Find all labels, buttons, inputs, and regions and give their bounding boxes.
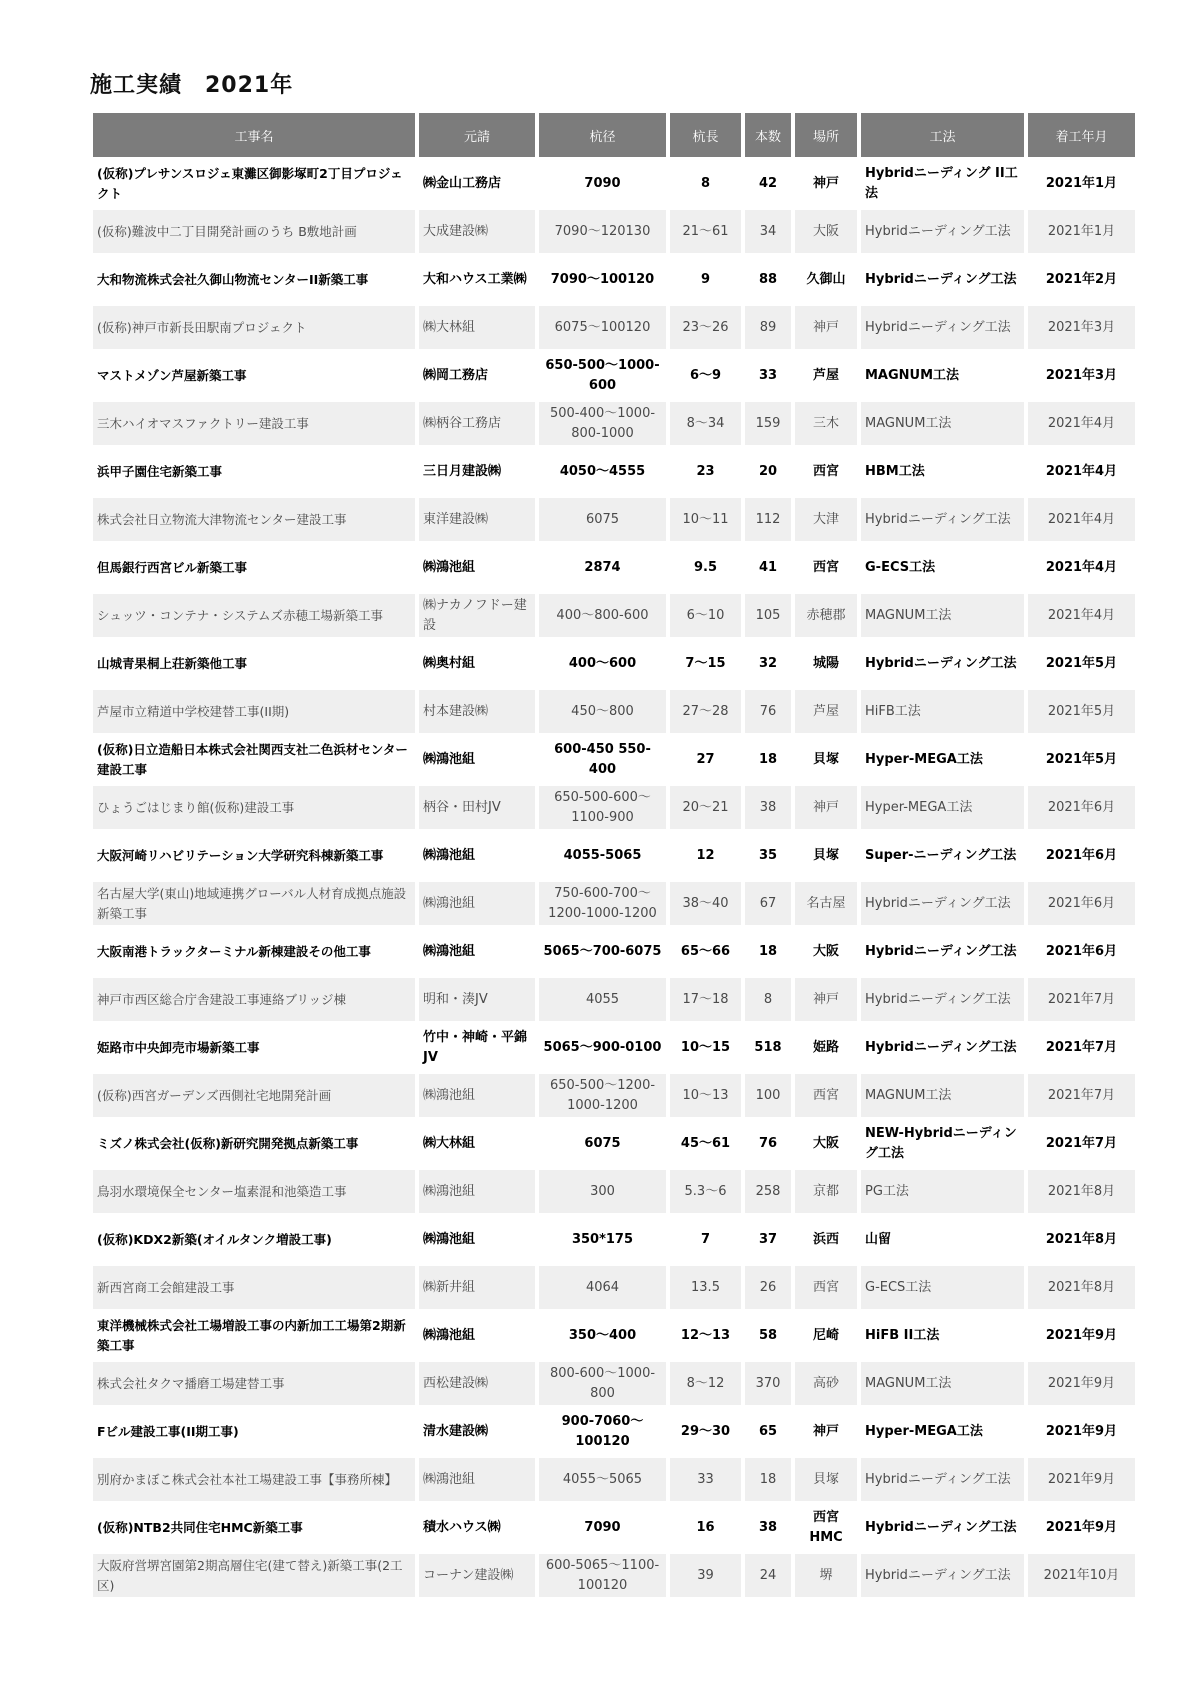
contractor-cell: ㈱ナカノフドー建設 bbox=[419, 594, 535, 637]
method-cell: Hyper-MEGA工法 bbox=[861, 738, 1024, 781]
construction-records-table bbox=[89, 108, 1139, 1602]
project-name-cell: シュッツ・コンテナ・システムズ赤穂工場新築工事 bbox=[93, 594, 415, 637]
location-cell: 大津 bbox=[795, 498, 857, 541]
start-date-cell: 2021年6月 bbox=[1028, 882, 1135, 925]
location-cell: 尼崎 bbox=[795, 1314, 857, 1357]
contractor-cell: 柄谷・田村JV bbox=[419, 786, 535, 829]
contractor-cell: ㈱鴻池組 bbox=[419, 1218, 535, 1261]
method-cell: NEW-Hybridニーディング工法 bbox=[861, 1122, 1024, 1165]
method-cell: Hybridニーディング工法 bbox=[861, 210, 1024, 253]
location-cell: 高砂 bbox=[795, 1362, 857, 1405]
pile-count-cell: 18 bbox=[745, 1458, 791, 1501]
table-row bbox=[93, 162, 1135, 205]
start-date-cell: 2021年6月 bbox=[1028, 834, 1135, 877]
pile-diameter-cell: 6075～100120 bbox=[539, 306, 666, 349]
contractor-cell: 大成建設㈱ bbox=[419, 210, 535, 253]
contractor-cell: ㈱鴻池組 bbox=[419, 834, 535, 877]
table-row bbox=[93, 450, 1135, 493]
start-date-cell: 2021年9月 bbox=[1028, 1410, 1135, 1453]
contractor-cell: ㈱鴻池組 bbox=[419, 882, 535, 925]
start-date-cell: 2021年9月 bbox=[1028, 1314, 1135, 1357]
pile-length-cell: 23 bbox=[670, 450, 741, 493]
location-cell: 西宮 bbox=[795, 450, 857, 493]
start-date-cell: 2021年3月 bbox=[1028, 306, 1135, 349]
pile-length-cell: 12～13 bbox=[670, 1314, 741, 1357]
project-name-cell: マストメゾン芦屋新築工事 bbox=[93, 354, 415, 397]
table-row bbox=[93, 882, 1135, 925]
pile-diameter-cell: 300 bbox=[539, 1170, 666, 1213]
pile-count-cell: 24 bbox=[745, 1554, 791, 1597]
contractor-cell: 明和・湊JV bbox=[419, 978, 535, 1021]
contractor-cell: ㈱柄谷工務店 bbox=[419, 402, 535, 445]
pile-count-cell: 159 bbox=[745, 402, 791, 445]
location-cell: 貝塚 bbox=[795, 738, 857, 781]
pile-count-cell: 42 bbox=[745, 162, 791, 205]
contractor-cell: ㈱岡工務店 bbox=[419, 354, 535, 397]
header-project-name: 工事名 bbox=[93, 113, 415, 157]
start-date-cell: 2021年1月 bbox=[1028, 210, 1135, 253]
project-name-cell: (仮称)神戸市新長田駅南プロジェクト bbox=[93, 306, 415, 349]
start-date-cell: 2021年1月 bbox=[1028, 162, 1135, 205]
location-cell: 三木 bbox=[795, 402, 857, 445]
pile-length-cell: 8 bbox=[670, 162, 741, 205]
start-date-cell: 2021年9月 bbox=[1028, 1506, 1135, 1549]
pile-length-cell: 33 bbox=[670, 1458, 741, 1501]
pile-count-cell: 38 bbox=[745, 1506, 791, 1549]
table-row bbox=[93, 258, 1135, 301]
page-title: 施工実績 2021年 bbox=[90, 73, 294, 98]
pile-length-cell: 65～66 bbox=[670, 930, 741, 973]
contractor-cell: ㈱大林組 bbox=[419, 306, 535, 349]
contractor-cell: ㈱奥村組 bbox=[419, 642, 535, 685]
pile-diameter-cell: 4050～4555 bbox=[539, 450, 666, 493]
pile-length-cell: 38～40 bbox=[670, 882, 741, 925]
location-cell: 西宮 bbox=[795, 1074, 857, 1117]
pile-diameter-cell: 2874 bbox=[539, 546, 666, 589]
location-cell: 大阪 bbox=[795, 930, 857, 973]
contractor-cell: 三日月建設㈱ bbox=[419, 450, 535, 493]
project-name-cell: (仮称)日立造船日本株式会社関西支社二色浜材センター建設工事 bbox=[93, 738, 415, 781]
location-cell: 芦屋 bbox=[795, 354, 857, 397]
pile-count-cell: 26 bbox=[745, 1266, 791, 1309]
pile-diameter-cell: 350*175 bbox=[539, 1218, 666, 1261]
pile-count-cell: 67 bbox=[745, 882, 791, 925]
project-name-cell: 浜甲子園住宅新築工事 bbox=[93, 450, 415, 493]
table-row bbox=[93, 1122, 1135, 1165]
table-row bbox=[93, 786, 1135, 829]
start-date-cell: 2021年5月 bbox=[1028, 642, 1135, 685]
pile-diameter-cell: 650-500～1000-600 bbox=[539, 354, 666, 397]
project-name-cell: 大阪南港トラックターミナル新棟建設その他工事 bbox=[93, 930, 415, 973]
pile-length-cell: 13.5 bbox=[670, 1266, 741, 1309]
contractor-cell: ㈱鴻池組 bbox=[419, 546, 535, 589]
contractor-cell: ㈱大林組 bbox=[419, 1122, 535, 1165]
pile-count-cell: 76 bbox=[745, 1122, 791, 1165]
table-row bbox=[93, 1410, 1135, 1453]
contractor-cell: ㈱新井組 bbox=[419, 1266, 535, 1309]
table-row bbox=[93, 210, 1135, 253]
method-cell: MAGNUM工法 bbox=[861, 1362, 1024, 1405]
pile-diameter-cell: 600-450 550-400 bbox=[539, 738, 666, 781]
pile-length-cell: 6～9 bbox=[670, 354, 741, 397]
method-cell: Hybridニーディング工法 bbox=[861, 498, 1024, 541]
location-cell: 大阪 bbox=[795, 1122, 857, 1165]
pile-count-cell: 88 bbox=[745, 258, 791, 301]
location-cell: 芦屋 bbox=[795, 690, 857, 733]
project-name-cell: 三木ハイオマスファクトリー建設工事 bbox=[93, 402, 415, 445]
pile-length-cell: 39 bbox=[670, 1554, 741, 1597]
method-cell: Hybridニーディング工法 bbox=[861, 1554, 1024, 1597]
pile-count-cell: 35 bbox=[745, 834, 791, 877]
table-header-row bbox=[93, 113, 1135, 157]
project-name-cell: (仮称)NTB2共同住宅HMC新築工事 bbox=[93, 1506, 415, 1549]
project-name-cell: 東洋機械株式会社工場増設工事の内新加工工場第2期新築工事 bbox=[93, 1314, 415, 1357]
pile-count-cell: 37 bbox=[745, 1218, 791, 1261]
start-date-cell: 2021年7月 bbox=[1028, 1026, 1135, 1069]
project-name-cell: ひょうごはじまり館(仮称)建設工事 bbox=[93, 786, 415, 829]
pile-diameter-cell: 7090～100120 bbox=[539, 258, 666, 301]
start-date-cell: 2021年9月 bbox=[1028, 1362, 1135, 1405]
table-row bbox=[93, 594, 1135, 637]
project-name-cell: 芦屋市立精道中学校建替工事(II期) bbox=[93, 690, 415, 733]
method-cell: Hyper-MEGA工法 bbox=[861, 786, 1024, 829]
table-row bbox=[93, 1074, 1135, 1117]
pile-count-cell: 20 bbox=[745, 450, 791, 493]
location-cell: 姫路 bbox=[795, 1026, 857, 1069]
location-cell: 貝塚 bbox=[795, 834, 857, 877]
method-cell: MAGNUM工法 bbox=[861, 402, 1024, 445]
header-pile-diameter: 杭径 bbox=[539, 113, 666, 157]
start-date-cell: 2021年9月 bbox=[1028, 1458, 1135, 1501]
method-cell: Hybridニーディング工法 bbox=[861, 1458, 1024, 1501]
pile-count-cell: 65 bbox=[745, 1410, 791, 1453]
pile-count-cell: 105 bbox=[745, 594, 791, 637]
method-cell: Hybridニーディング工法 bbox=[861, 642, 1024, 685]
pile-diameter-cell: 400～800-600 bbox=[539, 594, 666, 637]
pile-length-cell: 17～18 bbox=[670, 978, 741, 1021]
method-cell: MAGNUM工法 bbox=[861, 594, 1024, 637]
pile-diameter-cell: 5065～700-6075 bbox=[539, 930, 666, 973]
pile-diameter-cell: 4064 bbox=[539, 1266, 666, 1309]
location-cell: 神戸 bbox=[795, 786, 857, 829]
header-start-date: 着工年月 bbox=[1028, 113, 1135, 157]
method-cell: Hybridニーディング工法 bbox=[861, 882, 1024, 925]
contractor-cell: コーナン建設㈱ bbox=[419, 1554, 535, 1597]
method-cell: G-ECS工法 bbox=[861, 1266, 1024, 1309]
location-cell: 西宮 bbox=[795, 546, 857, 589]
project-name-cell: 大和物流株式会社久御山物流センターII新築工事 bbox=[93, 258, 415, 301]
pile-count-cell: 8 bbox=[745, 978, 791, 1021]
pile-count-cell: 18 bbox=[745, 930, 791, 973]
start-date-cell: 2021年5月 bbox=[1028, 738, 1135, 781]
header-location: 場所 bbox=[795, 113, 857, 157]
pile-count-cell: 100 bbox=[745, 1074, 791, 1117]
location-cell: 西宮HMC bbox=[795, 1506, 857, 1549]
pile-length-cell: 9.5 bbox=[670, 546, 741, 589]
table-row bbox=[93, 738, 1135, 781]
pile-length-cell: 10～15 bbox=[670, 1026, 741, 1069]
pile-diameter-cell: 6075 bbox=[539, 1122, 666, 1165]
pile-diameter-cell: 4055-5065 bbox=[539, 834, 666, 877]
method-cell: Hybridニーディング工法 bbox=[861, 978, 1024, 1021]
contractor-cell: 大和ハウス工業㈱ bbox=[419, 258, 535, 301]
pile-count-cell: 41 bbox=[745, 546, 791, 589]
header-pile-length: 杭長 bbox=[670, 113, 741, 157]
method-cell: HiFB II工法 bbox=[861, 1314, 1024, 1357]
pile-count-cell: 18 bbox=[745, 738, 791, 781]
pile-count-cell: 32 bbox=[745, 642, 791, 685]
contractor-cell: 清水建設㈱ bbox=[419, 1410, 535, 1453]
method-cell: Hybridニーディング II工法 bbox=[861, 162, 1024, 205]
pile-diameter-cell: 650-500～1200-1000-1200 bbox=[539, 1074, 666, 1117]
project-name-cell: 姫路市中央卸売市場新築工事 bbox=[93, 1026, 415, 1069]
method-cell: Hybridニーディング工法 bbox=[861, 1026, 1024, 1069]
table-row bbox=[93, 1362, 1135, 1405]
location-cell: 大阪 bbox=[795, 210, 857, 253]
pile-length-cell: 6～10 bbox=[670, 594, 741, 637]
start-date-cell: 2021年7月 bbox=[1028, 978, 1135, 1021]
method-cell: HBM工法 bbox=[861, 450, 1024, 493]
project-name-cell: 大阪府営堺宮園第2期高層住宅(建て替え)新築工事(2工区) bbox=[93, 1554, 415, 1597]
pile-diameter-cell: 350～400 bbox=[539, 1314, 666, 1357]
contractor-cell: 西松建設㈱ bbox=[419, 1362, 535, 1405]
table-row bbox=[93, 1170, 1135, 1213]
pile-length-cell: 5.3～6 bbox=[670, 1170, 741, 1213]
method-cell: G-ECS工法 bbox=[861, 546, 1024, 589]
pile-length-cell: 7 bbox=[670, 1218, 741, 1261]
start-date-cell: 2021年4月 bbox=[1028, 546, 1135, 589]
method-cell: Hybridニーディング工法 bbox=[861, 306, 1024, 349]
table-row bbox=[93, 1314, 1135, 1357]
table-row bbox=[93, 1554, 1135, 1597]
start-date-cell: 2021年7月 bbox=[1028, 1122, 1135, 1165]
table-row bbox=[93, 930, 1135, 973]
pile-length-cell: 20～21 bbox=[670, 786, 741, 829]
pile-length-cell: 7～15 bbox=[670, 642, 741, 685]
project-name-cell: 株式会社日立物流大津物流センター建設工事 bbox=[93, 498, 415, 541]
table-row bbox=[93, 546, 1135, 589]
location-cell: 神戸 bbox=[795, 162, 857, 205]
pile-count-cell: 518 bbox=[745, 1026, 791, 1069]
pile-count-cell: 38 bbox=[745, 786, 791, 829]
method-cell: MAGNUM工法 bbox=[861, 354, 1024, 397]
header-method: 工法 bbox=[861, 113, 1024, 157]
project-name-cell: (仮称)プレサンスロジェ東灘区御影塚町2丁目プロジェクト bbox=[93, 162, 415, 205]
start-date-cell: 2021年10月 bbox=[1028, 1554, 1135, 1597]
pile-diameter-cell: 7090 bbox=[539, 162, 666, 205]
contractor-cell: ㈱鴻池組 bbox=[419, 1458, 535, 1501]
table-row bbox=[93, 690, 1135, 733]
pile-diameter-cell: 5065～900-0100 bbox=[539, 1026, 666, 1069]
start-date-cell: 2021年2月 bbox=[1028, 258, 1135, 301]
pile-count-cell: 258 bbox=[745, 1170, 791, 1213]
method-cell: HiFB工法 bbox=[861, 690, 1024, 733]
contractor-cell: 竹中・神崎・平錦JV bbox=[419, 1026, 535, 1069]
project-name-cell: 新西宮商工会館建設工事 bbox=[93, 1266, 415, 1309]
project-name-cell: ミズノ株式会社(仮称)新研究開発拠点新築工事 bbox=[93, 1122, 415, 1165]
table-row bbox=[93, 834, 1135, 877]
pile-diameter-cell: 450～800 bbox=[539, 690, 666, 733]
table-row bbox=[93, 1266, 1135, 1309]
location-cell: 神戸 bbox=[795, 306, 857, 349]
project-name-cell: Fビル建設工事(II期工事) bbox=[93, 1410, 415, 1453]
pile-length-cell: 29～30 bbox=[670, 1410, 741, 1453]
pile-length-cell: 8～12 bbox=[670, 1362, 741, 1405]
pile-length-cell: 45～61 bbox=[670, 1122, 741, 1165]
pile-diameter-cell: 900-7060～100120 bbox=[539, 1410, 666, 1453]
project-name-cell: 大阪河崎リハビリテーション大学研究科棟新築工事 bbox=[93, 834, 415, 877]
pile-diameter-cell: 800-600～1000-800 bbox=[539, 1362, 666, 1405]
table-row bbox=[93, 306, 1135, 349]
pile-length-cell: 10～11 bbox=[670, 498, 741, 541]
table-row bbox=[93, 354, 1135, 397]
pile-count-cell: 34 bbox=[745, 210, 791, 253]
project-name-cell: 神戸市西区総合庁舎建設工事連絡ブリッジ棟 bbox=[93, 978, 415, 1021]
method-cell: MAGNUM工法 bbox=[861, 1074, 1024, 1117]
location-cell: 京都 bbox=[795, 1170, 857, 1213]
table-row bbox=[93, 642, 1135, 685]
project-name-cell: 別府かまぼこ株式会社本社工場建設工事【事務所棟】 bbox=[93, 1458, 415, 1501]
pile-count-cell: 89 bbox=[745, 306, 791, 349]
pile-length-cell: 10～13 bbox=[670, 1074, 741, 1117]
start-date-cell: 2021年4月 bbox=[1028, 594, 1135, 637]
project-name-cell: (仮称)西宮ガーデンズ西側社宅地開発計画 bbox=[93, 1074, 415, 1117]
start-date-cell: 2021年3月 bbox=[1028, 354, 1135, 397]
project-name-cell: 名古屋大学(東山)地域連携グローバル人材育成拠点施設新築工事 bbox=[93, 882, 415, 925]
location-cell: 神戸 bbox=[795, 978, 857, 1021]
table-row bbox=[93, 1506, 1135, 1549]
project-name-cell: 但馬銀行西宮ビル新築工事 bbox=[93, 546, 415, 589]
location-cell: 浜西 bbox=[795, 1218, 857, 1261]
pile-length-cell: 9 bbox=[670, 258, 741, 301]
pile-diameter-cell: 7090 bbox=[539, 1506, 666, 1549]
start-date-cell: 2021年8月 bbox=[1028, 1218, 1135, 1261]
contractor-cell: 積水ハウス㈱ bbox=[419, 1506, 535, 1549]
project-name-cell: 山城青果桐上荘新築他工事 bbox=[93, 642, 415, 685]
contractor-cell: ㈱鴻池組 bbox=[419, 1314, 535, 1357]
project-name-cell: 株式会社タクマ播磨工場建替工事 bbox=[93, 1362, 415, 1405]
pile-length-cell: 16 bbox=[670, 1506, 741, 1549]
pile-diameter-cell: 750-600-700～1200-1000-1200 bbox=[539, 882, 666, 925]
location-cell: 城陽 bbox=[795, 642, 857, 685]
header-pile-count: 本数 bbox=[745, 113, 791, 157]
start-date-cell: 2021年8月 bbox=[1028, 1266, 1135, 1309]
table-row bbox=[93, 1218, 1135, 1261]
project-name-cell: (仮称)難波中二丁目開発計画のうち B敷地計画 bbox=[93, 210, 415, 253]
contractor-cell: ㈱鴻池組 bbox=[419, 1170, 535, 1213]
contractor-cell: ㈱金山工務店 bbox=[419, 162, 535, 205]
start-date-cell: 2021年5月 bbox=[1028, 690, 1135, 733]
method-cell: Super-ニーディング工法 bbox=[861, 834, 1024, 877]
start-date-cell: 2021年8月 bbox=[1028, 1170, 1135, 1213]
table-row bbox=[93, 978, 1135, 1021]
pile-diameter-cell: 6075 bbox=[539, 498, 666, 541]
table-row bbox=[93, 402, 1135, 445]
method-cell: Hybridニーディング工法 bbox=[861, 1506, 1024, 1549]
location-cell: 貝塚 bbox=[795, 1458, 857, 1501]
pile-length-cell: 21～61 bbox=[670, 210, 741, 253]
method-cell: Hybridニーディング工法 bbox=[861, 258, 1024, 301]
start-date-cell: 2021年7月 bbox=[1028, 1074, 1135, 1117]
location-cell: 堺 bbox=[795, 1554, 857, 1597]
start-date-cell: 2021年4月 bbox=[1028, 498, 1135, 541]
pile-count-cell: 370 bbox=[745, 1362, 791, 1405]
location-cell: 神戸 bbox=[795, 1410, 857, 1453]
pile-diameter-cell: 4055 bbox=[539, 978, 666, 1021]
method-cell: 山留 bbox=[861, 1218, 1024, 1261]
pile-length-cell: 27～28 bbox=[670, 690, 741, 733]
pile-length-cell: 23～26 bbox=[670, 306, 741, 349]
location-cell: 名古屋 bbox=[795, 882, 857, 925]
location-cell: 久御山 bbox=[795, 258, 857, 301]
pile-length-cell: 8～34 bbox=[670, 402, 741, 445]
contractor-cell: 東洋建設㈱ bbox=[419, 498, 535, 541]
project-name-cell: (仮称)KDX2新築(オイルタンク増設工事) bbox=[93, 1218, 415, 1261]
contractor-cell: ㈱鴻池組 bbox=[419, 1074, 535, 1117]
start-date-cell: 2021年4月 bbox=[1028, 450, 1135, 493]
pile-diameter-cell: 400～600 bbox=[539, 642, 666, 685]
pile-diameter-cell: 600-5065～1100-100120 bbox=[539, 1554, 666, 1597]
project-name-cell: 鳥羽水環境保全センター塩素混和池築造工事 bbox=[93, 1170, 415, 1213]
method-cell: PG工法 bbox=[861, 1170, 1024, 1213]
pile-count-cell: 76 bbox=[745, 690, 791, 733]
start-date-cell: 2021年4月 bbox=[1028, 402, 1135, 445]
location-cell: 赤穂郡 bbox=[795, 594, 857, 637]
pile-count-cell: 112 bbox=[745, 498, 791, 541]
table-row bbox=[93, 1026, 1135, 1069]
pile-length-cell: 12 bbox=[670, 834, 741, 877]
contractor-cell: ㈱鴻池組 bbox=[419, 738, 535, 781]
contractor-cell: 村本建設㈱ bbox=[419, 690, 535, 733]
table-row bbox=[93, 498, 1135, 541]
pile-diameter-cell: 4055～5065 bbox=[539, 1458, 666, 1501]
pile-diameter-cell: 7090～120130 bbox=[539, 210, 666, 253]
method-cell: Hybridニーディング工法 bbox=[861, 930, 1024, 973]
pile-diameter-cell: 500-400～1000-800-1000 bbox=[539, 402, 666, 445]
pile-count-cell: 33 bbox=[745, 354, 791, 397]
contractor-cell: ㈱鴻池組 bbox=[419, 930, 535, 973]
header-contractor: 元請 bbox=[419, 113, 535, 157]
pile-count-cell: 58 bbox=[745, 1314, 791, 1357]
start-date-cell: 2021年6月 bbox=[1028, 930, 1135, 973]
pile-diameter-cell: 650-500-600～1100-900 bbox=[539, 786, 666, 829]
method-cell: Hyper-MEGA工法 bbox=[861, 1410, 1024, 1453]
pile-length-cell: 27 bbox=[670, 738, 741, 781]
table-row bbox=[93, 1458, 1135, 1501]
start-date-cell: 2021年6月 bbox=[1028, 786, 1135, 829]
location-cell: 西宮 bbox=[795, 1266, 857, 1309]
